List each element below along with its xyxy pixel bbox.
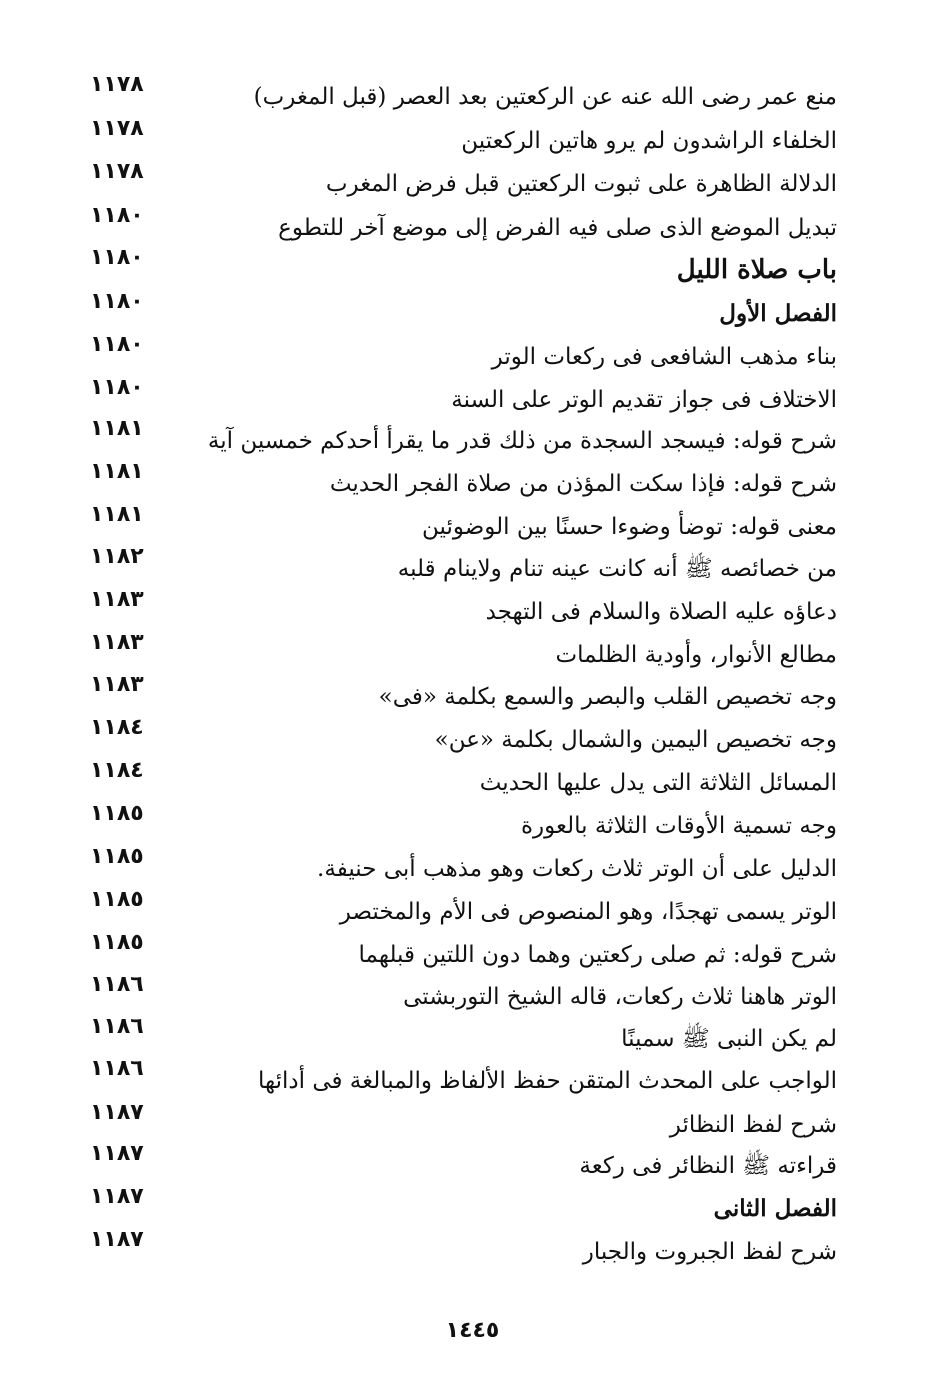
entry-page-number: ١١٨٦ (90, 1056, 144, 1081)
entry-page-number: ١١٨٥ (90, 844, 144, 869)
entry-title: الخلفاء الراشدون لم يرو هاتين الركعتين (461, 128, 837, 154)
entry-title: وجه تخصيص القلب والبصر والسمع بكلمة «فى» (378, 684, 837, 710)
entry-page-number: ١١٨٠ (90, 332, 144, 357)
entry-page-number: ١١٨٧ (90, 1184, 144, 1209)
entry-page-number: ١١٨٣ (90, 587, 144, 612)
entry-page-number: ١١٨١ (90, 459, 144, 484)
entry-page-number: ١١٨١ (90, 502, 144, 527)
entry-title: من خصائصه ﷺ أنه كانت عينه تنام ولاينام قلبه (397, 556, 837, 582)
entry-page-number: ١١٨٦ (90, 972, 144, 997)
entry-page-number: ١١٧٨ (90, 116, 144, 141)
entry-title: وجه تسمية الأوقات الثلاثة بالعورة (520, 813, 837, 839)
entry-page-number: ١١٧٨ (90, 72, 144, 97)
entry-title: شرح لفظ النظائر (669, 1112, 837, 1138)
entry-page-number: ١١٨٠ (90, 203, 144, 228)
entry-page-number: ١١٨٣ (90, 672, 144, 697)
entry-page-number: ١١٨٤ (90, 715, 144, 740)
entry-page-number: ١١٨٠ (90, 289, 144, 314)
entry-page-number: ١١٨٣ (90, 630, 144, 655)
entry-page-number: ١١٨٥ (90, 887, 144, 912)
entry-title: الاختلاف فى جواز تقديم الوتر على السنة (451, 387, 837, 413)
entry-title: منع عمر رضى الله عنه عن الركعتين بعد العصر (قبل المغرب) (253, 84, 837, 110)
entry-page-number: ١١٧٨ (90, 159, 144, 184)
entry-page-number: ١١٨٢ (90, 544, 144, 569)
section-heading: الفصل الثانى (713, 1195, 837, 1222)
entry-title: شرح قوله: ثم صلى ركعتين وهما دون اللتين قبلهما (358, 942, 837, 968)
entry-title: المسائل الثلاثة التى يدل عليها الحديث (479, 770, 837, 796)
entry-page-number: ١١٨٠ (90, 375, 144, 400)
entry-page-number: ١١٨٠ (90, 245, 144, 270)
entry-page-number: ١١٨٦ (90, 1014, 144, 1039)
entry-title: شرح قوله: فيسجد السجدة من ذلك قدر ما يقرأ أحدكم خمسين آية (207, 428, 837, 454)
entry-page-number: ١١٨٥ (90, 801, 144, 826)
section-heading: الفصل الأول (719, 300, 837, 327)
entry-title: الوتر هاهنا ثلاث ركعات، قاله الشيخ التوربشتى (403, 984, 837, 1010)
entry-title: الدليل على أن الوتر ثلاث ركعات وهو مذهب أبى حنيفة. (317, 856, 837, 882)
entry-page-number: ١١٨٧ (90, 1141, 144, 1166)
entry-title: لم يكن النبى ﷺ سمينًا (621, 1026, 837, 1052)
chapter-heading: باب صلاة الليل (676, 255, 837, 285)
entry-page-number: ١١٨١ (90, 416, 144, 441)
entry-title: تبديل الموضع الذى صلى فيه الفرض إلى موضع آخر للتطوع (278, 215, 837, 241)
entry-title: معنى قوله: توضأ وضوءا حسنًا بين الوضوئين (422, 514, 837, 540)
entry-page-number: ١١٨٧ (90, 1100, 144, 1125)
entry-title: الواجب على المحدث المتقن حفظ الألفاظ والمبالغة فى أدائها (257, 1068, 837, 1094)
entry-title: الوتر يسمى تهجدًا، وهو المنصوص فى الأم والمختصر (339, 899, 837, 925)
entry-title: شرح لفظ الجبروت والجبار (582, 1239, 837, 1265)
footer-page-number: ١٤٤٥ (445, 1318, 500, 1343)
entry-page-number: ١١٨٧ (90, 1227, 144, 1252)
entry-title: بناء مذهب الشافعى فى ركعات الوتر (491, 344, 837, 370)
entry-page-number: ١١٨٥ (90, 930, 144, 955)
entry-title: شرح قوله: فإذا سكت المؤذن من صلاة الفجر الحديث (329, 471, 837, 497)
entry-title: مطالع الأنوار، وأودية الظلمات (555, 642, 837, 668)
entry-title: الدلالة الظاهرة على ثبوت الركعتين قبل فرض المغرب (325, 171, 837, 197)
entry-title: قراءته ﷺ النظائر فى ركعة (579, 1153, 837, 1179)
entry-title: دعاؤه عليه الصلاة والسلام فى التهجد (485, 599, 837, 625)
entry-page-number: ١١٨٤ (90, 758, 144, 783)
entry-title: وجه تخصيص اليمين والشمال بكلمة «عن» (434, 727, 837, 753)
